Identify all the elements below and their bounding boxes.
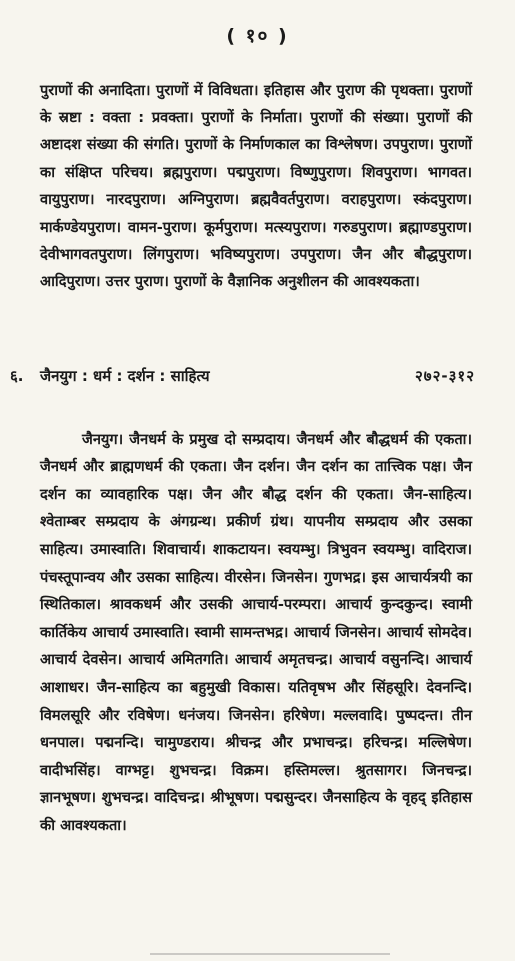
chapter-title-group — [10, 366, 210, 386]
chapter-title: जैनयुग : धर्म : दर्शन : साहित्य — [40, 367, 210, 385]
chapter-number: ६. — [10, 367, 24, 385]
page-number: ( १० ) — [226, 25, 289, 47]
intro-paragraph: पुराणों की अनादिता। पुराणों में विविधता। इतिहास और पुराण की पृथक्ता। पुराणों के स्रष्टा : वक्ता : प्रवक्ता। पुराणों के निर्माता। पुराणों की संख्या। पुराणों की अष्टादश संख्या की संगति। पुराणों के निर्माणकाल का विश्लेषण। उपपुराण। पुराणों का संक्षिप्त परिचय। ब्रह्मपुराण। पद्मपुराण। विष्णुपुराण। शिवपुराण। भागवत। वायुपुराण। नारदपुराण। अग्निपुराण। ब्रह्मवैवर्तपुराण। वराहपुराण। स्कंदपुराण। मार्कण्डेयपुराण। वामन-पुराण। कूर्मपुराण। मत्स्यपुराण। गरुडपुराण। ब्रह्माण्डपुराण। देवीभागवतपुराण। लिंगपुराण। भविष्यपुराण। उपपुराण। जैन और बौद्धपुराण। आदिपुराण। उत्तर पुराण। पुराणों के वैज्ञानिक अनुशीलन की आवश्यकता। — [40, 81, 472, 291]
chapter-paragraph: जैनयुग। जैनधर्म के प्रमुख दो सम्प्रदाय। जैनधर्म और बौद्धधर्म की एकता। जैनधर्म और ब्राह्मणधर्म की एकता। जैन दर्शन। जैन दर्शन का तात्त्विक पक्ष। जैन दर्शन का व्यावहारिक पक्ष। जैन और बौद्ध दर्शन की एकता। जैन-साहित्य। श्वेताम्बर सम्प्रदाय के अंगग्रन्थ। प्रकीर्ण ग्रंथ। यापनीय सम्प्रदाय और उसका साहित्य। उमास्वाति। शिवाचार्य। शाकटायन। स्वयम्भु। त्रिभुवन स्वयम्भु। वादिराज। पंचस्तूपान्वय और उसका साहित्य। वीरसेन। जिनसेन। गुणभद्र। इस आचार्यत्रयी का स्थितिकाल। श्रावकधर्म और उसकी आचार्य-परम्परा। आचार्य कुन्दकुन्द। स्वामी कार्तिकेय आचार्य उमास्वाति। स्वामी सामन्तभद्र। आचार्य जिनसेन। आचार्य सोमदेव। आचार्य देवसेन। आचार्य अमितगति। आचार्य अमृतचन्द्र। आचार्य वसुनन्दि। आचार्य आशाधर। जैन-साहित्य का बहुमुखी विकास। यतिवृषभ और सिंहसूरि। देवनन्दि। विमलसूरि और रविषेण। धनंजय। जिनसेन। हरिषेण। मल्लवादि। पुष्पदन्त। तीन धनपाल। पद्मनन्दि। चामुण्डराय। श्रीचन्द्र और प्रभाचन्द्र। हरिचन्द्र। मल्लिषेण। वादीभसिंह। वाग्भट्ट। शुभचन्द्र। विक्रम। हस्तिमल्ल। श्रुतसागर। जिनचन्द्र। ज्ञानभूषण। शुभचन्द्र। वादिचन्द्र। श्रीभूषण। पद्मसुन्दर। जैनसाहित्य के वृहद् इतिहास की आवश्यकता। — [40, 430, 472, 834]
chapter-page-range: २७२-३१२ — [414, 367, 475, 385]
footer-rule — [150, 953, 390, 955]
chapter-heading — [10, 366, 475, 386]
